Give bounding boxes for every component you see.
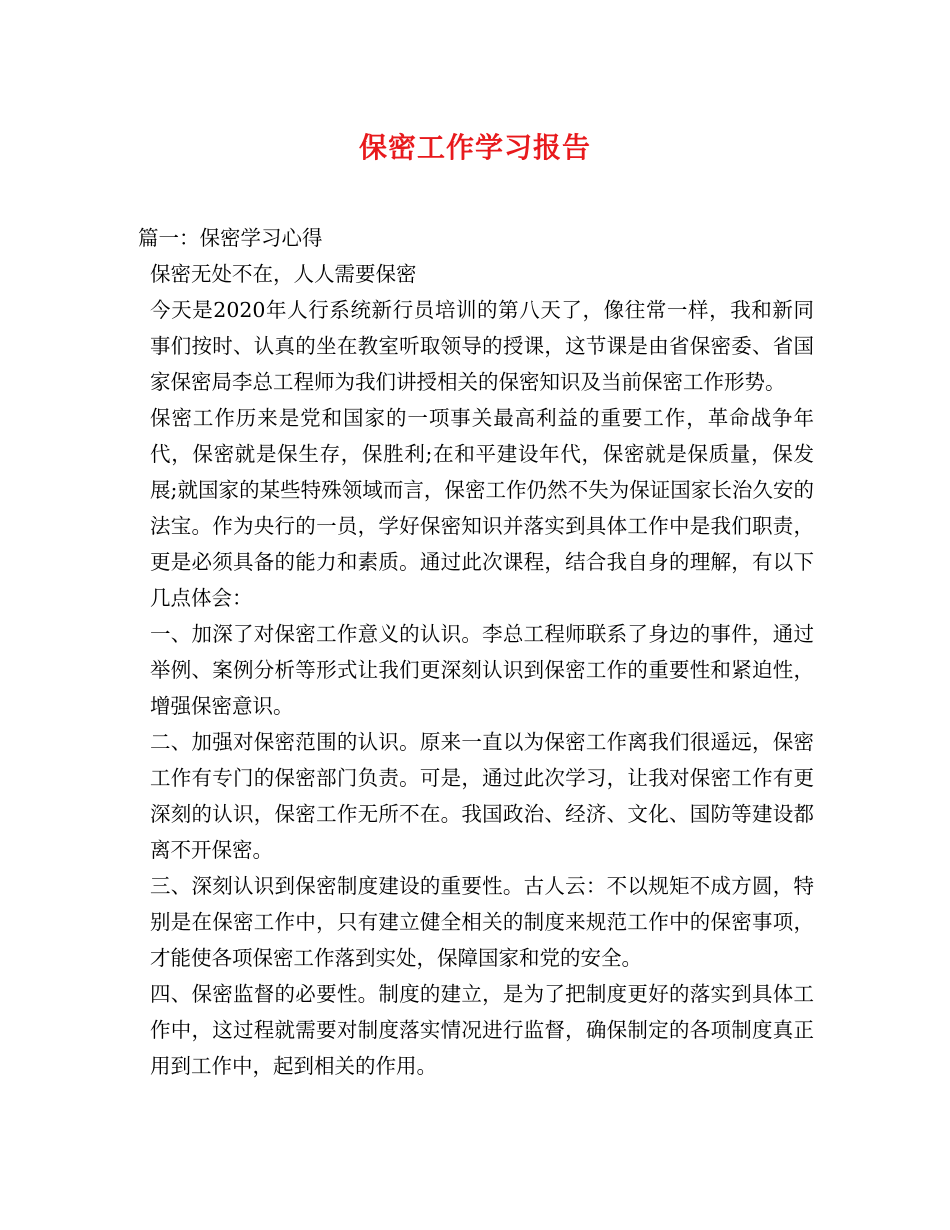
paragraph-point-4: 四、保密监督的必要性。制度的建立，是为了把制度更好的落实到具体工作中，这过程就需要对制度落实情况进行监督，确保制定的各项制度真正用到工作中，起到相关的作用。 bbox=[150, 982, 814, 1078]
section-heading: 篇一：保密学习心得 bbox=[138, 226, 323, 250]
paragraph-intro: 今天是2020年人行系统新行员培训的第八天了，像往常一样，我和新同事们按时、认真的坐在教室听取领导的授课，这节课是由省保密委、省国家保密局李总工程师为我们讲授相关的保密知识及当前保密工作形势。 bbox=[150, 298, 814, 394]
paragraph-point-1: 一、加深了对保密工作意义的认识。李总工程师联系了身边的事件，通过举例、案例分析等形式让我们更深刻认识到保密工作的重要性和紧迫性，增强保密意识。 bbox=[150, 622, 814, 718]
document-body bbox=[138, 220, 814, 1084]
paragraph-point-3: 三、深刻认识到保密制度建设的重要性。古人云：不以规矩不成方圆，特别是在保密工作中，只有建立健全相关的制度来规范工作中的保密事项，才能使各项保密工作落到实处，保障国家和党的安全。 bbox=[150, 874, 814, 970]
document-title: 保密工作学习报告 bbox=[358, 131, 591, 164]
paragraph-point-2: 二、加强对保密范围的认识。原来一直以为保密工作离我们很遥远，保密工作有专门的保密部门负责。可是，通过此次学习，让我对保密工作有更深刻的认识，保密工作无所不在。我国政治、经济、文化、国防等建设都离不开保密。 bbox=[150, 730, 814, 862]
paragraph-background: 保密工作历来是党和国家的一项事关最高利益的重要工作，革命战争年代，保密就是保生存，保胜利;在和平建设年代，保密就是保质量，保发展;就国家的某些特殊领域而言，保密工作仍然不失为保证国家长治久安的法宝。作为央行的一员，学好保密知识并落实到具体工作中是我们职责，更是必须具备的能力和素质。通过此次课程，结合我自身的理解，有以下几点体会： bbox=[150, 406, 814, 610]
section-subtitle: 保密无处不在，人人需要保密 bbox=[150, 262, 417, 286]
